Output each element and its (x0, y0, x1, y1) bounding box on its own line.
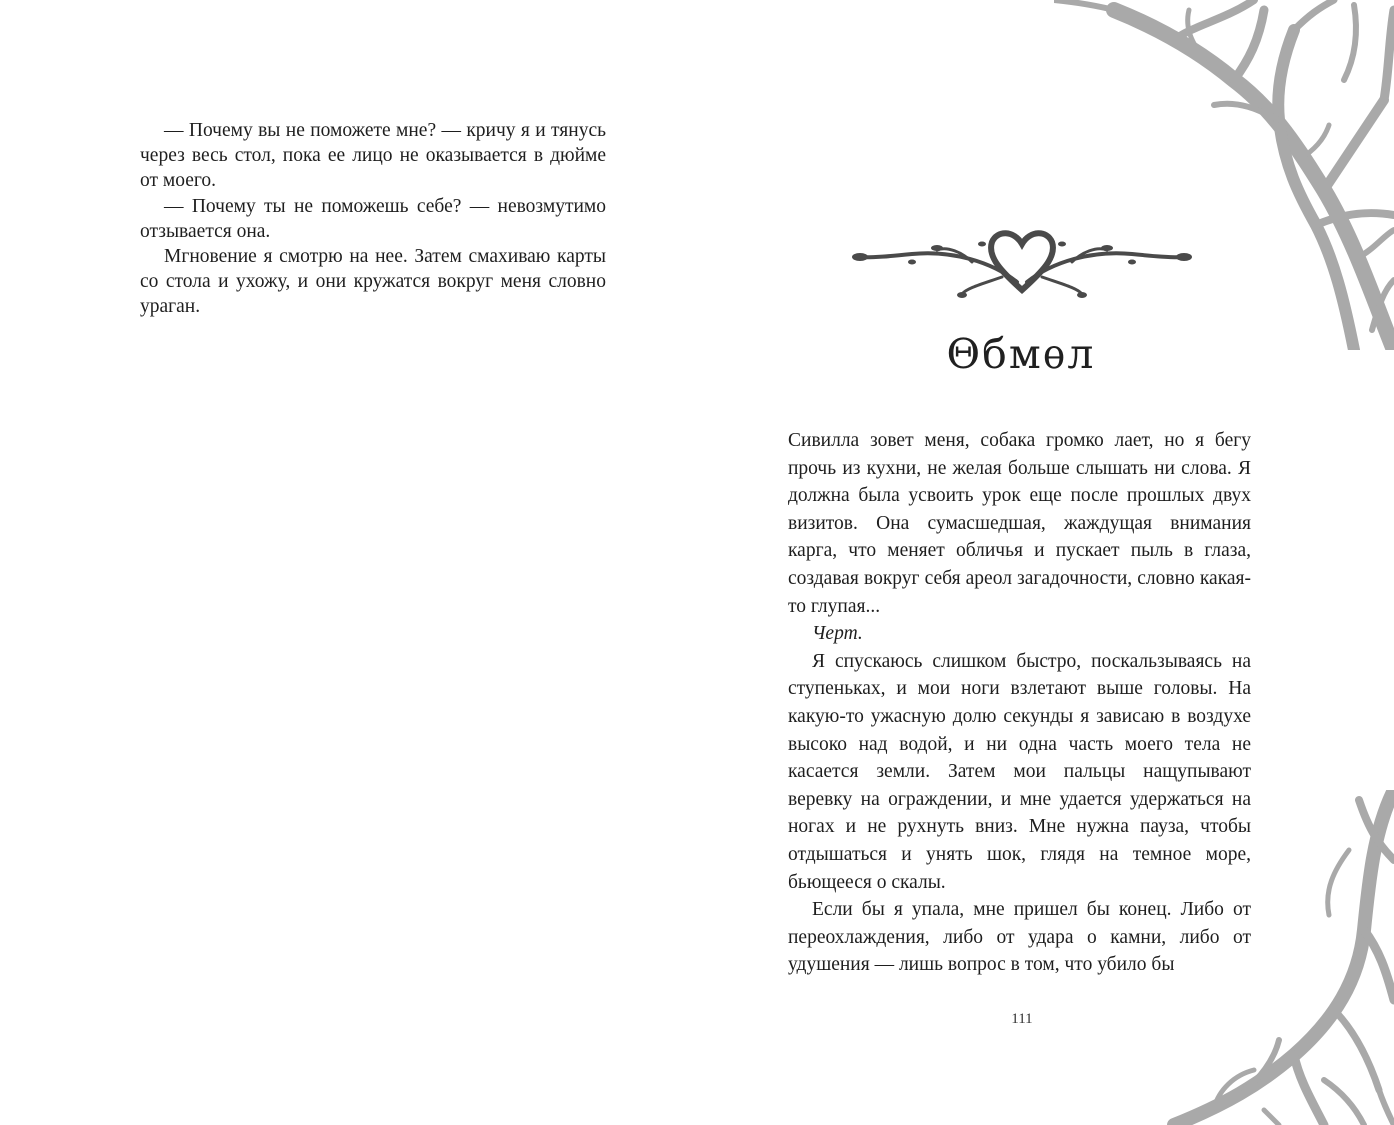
right-page-text (788, 427, 1251, 979)
page-number: 111 (1011, 1011, 1033, 1027)
paragraph: Если бы я упала, мне пришел бы конец. Либо от переохлаждения, либо от удара о камни, либо от удушения — лишь вопрос в том, что убило бы (788, 899, 1251, 976)
heart-vine-ornament-icon (852, 222, 1192, 302)
right-page (697, 0, 1394, 1125)
chapter-title: Θбмѳл (946, 330, 1096, 378)
paragraph: Я спускаюсь слишком быстро, поскальзываясь на ступеньках, и мои ноги взлетают выше головы. На какую-то ужасную долю секунды я зависаю в воздухе высоко над водой, и ни одна часть моего тела не касается земли. Затем мои пальцы нащупывают веревку на ограждении, и мне удается удержаться на ногах и не рухнуть вниз. Мне нужна пауза, чтобы отдышаться и унять шок, глядя на темное море, бьющееся о скалы. (788, 650, 1251, 893)
paragraph-italic: Черт. (812, 623, 863, 645)
paragraph: Сивилла зовет меня, собака громко лает, но я бегу прочь из кухни, не желая больше слышать ни слова. Я должна была усвоить урок еще после прошлых двух визитов. Она сумасшедшая, жаждущая внимания карга, что меняет обличья и пускает пыль в глаза, создавая вокруг себя ареол загадочности, словно какая-то глупая... (788, 430, 1251, 617)
paragraph: — Почему вы не поможете мне? — кричу я и тянусь через весь стол, пока ее лицо не оказывается в дюйме от моего. (140, 120, 606, 192)
paragraph: — Почему ты не поможешь себе? — невозмутимо отзывается она. (140, 195, 606, 242)
paragraph: Мгновение я смотрю на нее. Затем смахиваю карты со стола и ухожу, и они кружатся вокруг меня словно ураган. (140, 246, 606, 318)
left-page-text (140, 118, 606, 320)
